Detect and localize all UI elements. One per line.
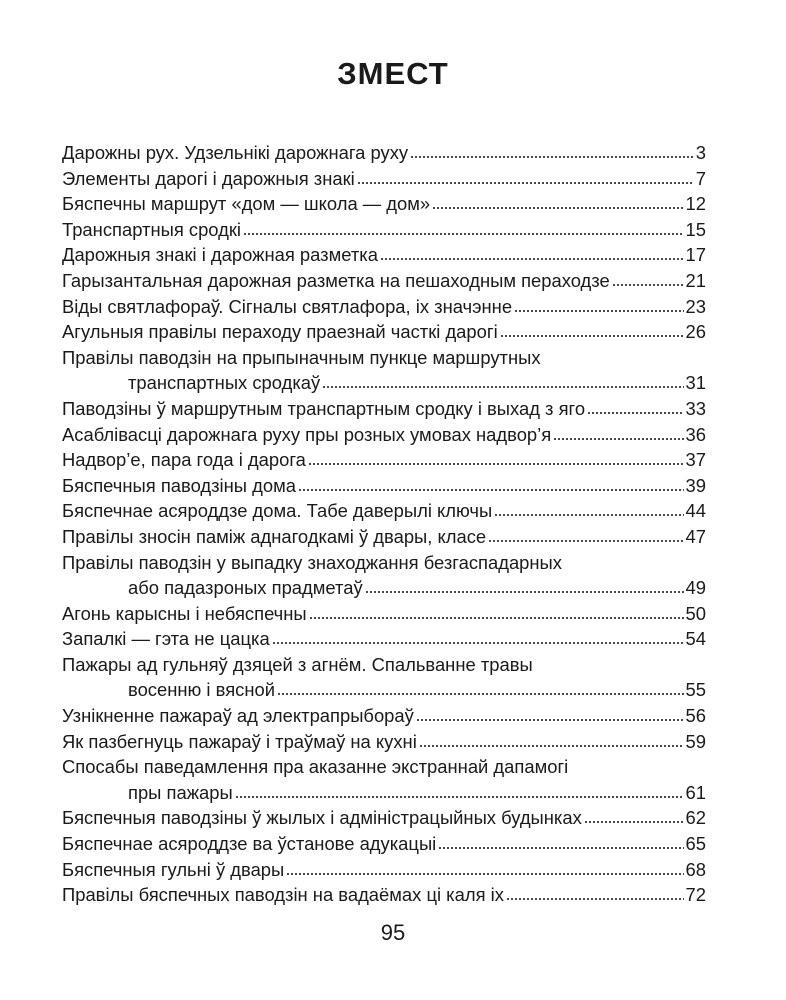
dot-leader — [438, 845, 683, 850]
toc-entry-title: Правілы бяспечных паводзін на вадаёмах ці каля іх — [62, 884, 504, 906]
toc-entry-title: Дарожныя знакі і дарожная разметка — [62, 244, 378, 266]
toc-entry-title: Правілы паводзін на прыпыначным пункце маршрутных — [62, 346, 541, 368]
toc-entry-title: Бяспечнае асяроддзе ва ўстанове адукацыі — [62, 833, 437, 855]
dot-leader — [277, 691, 684, 696]
toc-entry-title: Бяспечнае асяроддзе дома. Табе даверылі ключы — [62, 500, 493, 522]
toc-entry-page: 50 — [685, 602, 706, 624]
dot-leader — [500, 333, 684, 338]
toc-entry — [62, 396, 706, 422]
toc-entry — [62, 166, 706, 192]
toc-entry-page: 56 — [685, 705, 706, 727]
toc-entry-continuation — [62, 677, 706, 703]
toc-entry — [62, 626, 706, 652]
toc-entry — [62, 703, 706, 729]
toc-entry — [62, 601, 706, 627]
toc-entry-title: Асаблівасці дарожнага руху пры розных умовах надвор’я — [62, 423, 552, 445]
toc-entry-page: 72 — [685, 884, 706, 906]
toc-entry-title: Элементы дарогі і дарожныя знакі — [62, 167, 355, 189]
toc-entry — [62, 857, 706, 883]
toc-entry-page: 26 — [685, 321, 706, 343]
table-of-contents — [62, 140, 706, 908]
toc-entry-title: Пажары ад гульняў дзяцей з агнём. Спальванне травы — [62, 653, 533, 675]
toc-entry — [62, 498, 706, 524]
toc-entry-title: Як пазбегнуць пажараў і траўмаў на кухні — [62, 730, 417, 752]
dot-leader — [357, 180, 694, 185]
toc-entry-page: 17 — [685, 244, 706, 266]
toc-entry — [62, 319, 706, 345]
toc-entry-page: 44 — [685, 500, 706, 522]
toc-entry-title: Бяспечны маршрут «дом — школа — дом» — [62, 193, 431, 215]
toc-entry-title: Гарызантальная дарожная разметка на пешаходным пераходзе — [62, 269, 610, 291]
toc-entry-title: Дарожны рух. Удзельнікі дарожнага руху — [62, 142, 409, 163]
toc-entry-title: або падазроных прадметаў — [128, 577, 363, 599]
dot-leader — [494, 512, 683, 517]
toc-entry-page: 12 — [685, 193, 706, 215]
toc-entry-page: 47 — [685, 525, 706, 547]
toc-entry — [62, 268, 706, 294]
toc-entry-continuation — [62, 575, 706, 601]
toc-entry — [62, 217, 706, 243]
toc-entry-title: Спосабы паведамлення пра аказанне экстраннай дапамогі — [62, 756, 569, 778]
dot-leader — [309, 615, 684, 620]
toc-entry-title: транспартных сродкаў — [128, 372, 321, 394]
dot-leader — [410, 154, 694, 159]
toc-entry-page: 65 — [685, 833, 706, 855]
toc-entry-title: Агульныя правілы пераходу праезнай часткі дарогі — [62, 321, 498, 343]
toc-entry — [62, 882, 706, 908]
toc-entry-page: 62 — [685, 807, 706, 829]
toc-entry-page: 15 — [685, 218, 706, 240]
toc-entry-page: 59 — [685, 730, 706, 752]
toc-entry-page: 68 — [685, 858, 706, 880]
dot-leader — [587, 410, 683, 415]
toc-entry-title: Бяспечныя паводзіны дома — [62, 474, 296, 496]
dot-leader — [416, 717, 684, 722]
toc-entry-page: 21 — [685, 269, 706, 291]
toc-entry-title: Бяспечныя паводзіны ў жылых і адміністрацыйных будынках — [62, 807, 582, 829]
toc-entry — [62, 524, 706, 550]
dot-leader — [308, 461, 684, 466]
toc-entry-continuation — [62, 370, 706, 396]
page-number: 95 — [380, 920, 406, 945]
toc-entry-page: 23 — [685, 295, 706, 317]
toc-entry — [62, 754, 706, 780]
toc-entry-title: Паводзіны ў маршрутным транспартным сродку і выхад з яго — [62, 397, 586, 419]
toc-entry-page: 61 — [685, 781, 706, 803]
toc-entry-title: Правілы паводзін у выпадку знаходжання безгаспадарных — [62, 551, 562, 573]
toc-entry-title: Запалкі — гэта не цацка — [62, 628, 270, 650]
toc-entry — [62, 550, 706, 576]
page-title: ЗМЕСТ — [337, 56, 449, 91]
toc-entry-page: 7 — [695, 167, 706, 189]
dot-leader — [365, 589, 684, 594]
toc-entry — [62, 831, 706, 857]
toc-entry-page: 54 — [685, 628, 706, 650]
toc-entry-continuation — [62, 780, 706, 806]
toc-entry-page: 3 — [695, 142, 706, 163]
dot-leader — [514, 308, 683, 313]
dot-leader — [298, 487, 684, 492]
toc-entry-title: восенню і вясной — [128, 679, 275, 701]
toc-entry-page: 49 — [685, 577, 706, 599]
toc-entry — [62, 242, 706, 268]
toc-entry — [62, 729, 706, 755]
dot-leader — [286, 871, 683, 876]
dot-leader — [235, 794, 684, 799]
toc-entry — [62, 447, 706, 473]
dot-leader — [272, 640, 684, 645]
dot-leader — [419, 743, 684, 748]
dot-leader — [506, 896, 684, 901]
dot-leader — [488, 538, 683, 543]
toc-entry-title: Правілы зносін паміж аднагодкамі ў двары, класе — [62, 525, 487, 547]
dot-leader — [432, 205, 683, 210]
dot-leader — [380, 256, 684, 261]
toc-entry — [62, 422, 706, 448]
dot-leader — [584, 819, 684, 824]
toc-entry-title: Віды святлафораў. Сігналы святлафора, іх значэнне — [62, 295, 513, 317]
toc-entry-page: 31 — [685, 372, 706, 394]
dot-leader — [243, 231, 684, 236]
dot-leader — [553, 436, 683, 441]
toc-entry-title: Транспартныя сродкі — [62, 218, 241, 240]
toc-entry — [62, 294, 706, 320]
dot-leader — [612, 282, 684, 287]
toc-entry-title: Узнікненне пажараў ад электрапрыбораў — [62, 705, 414, 727]
toc-entry — [62, 191, 706, 217]
toc-entry — [62, 473, 706, 499]
toc-entry-page: 55 — [685, 679, 706, 701]
toc-entry-page: 36 — [685, 423, 706, 445]
toc-entry-title: пры пажары — [128, 781, 233, 803]
toc-entry — [62, 652, 706, 678]
dot-leader — [322, 384, 683, 389]
toc-entry — [62, 140, 706, 166]
toc-entry — [62, 805, 706, 831]
toc-entry — [62, 345, 706, 371]
toc-entry-page: 39 — [685, 474, 706, 496]
toc-entry-title: Бяспечныя гульні ў двары — [62, 858, 285, 880]
toc-entry-title: Надвор’е, пара года і дарога — [62, 449, 306, 471]
toc-entry-page: 37 — [685, 449, 706, 471]
toc-entry-page: 33 — [685, 397, 706, 419]
toc-entry-title: Агонь карысны і небяспечны — [62, 602, 307, 624]
